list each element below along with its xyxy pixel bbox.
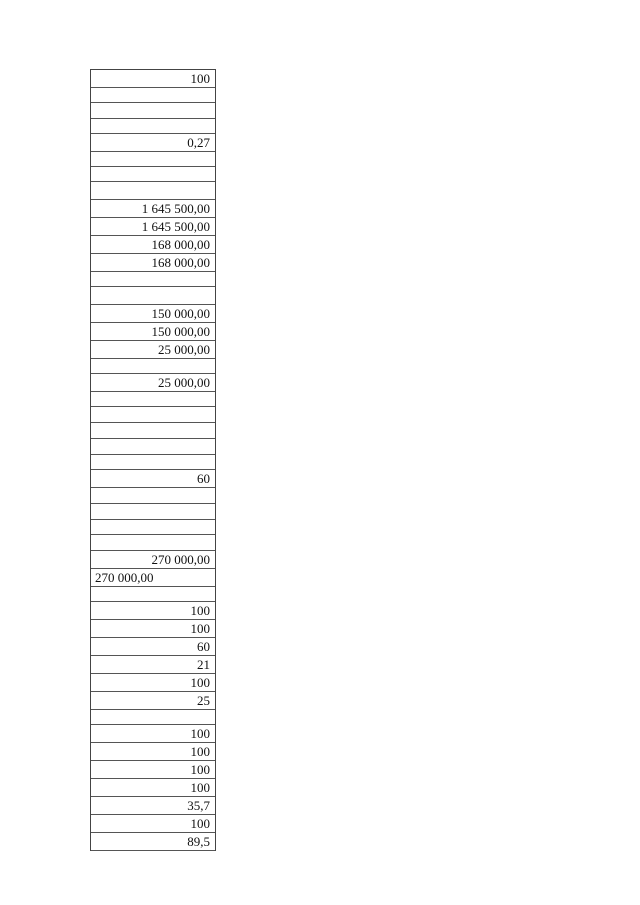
table-cell: 150 000,00 — [91, 305, 215, 323]
empty-table-cell — [91, 88, 215, 103]
empty-table-cell — [91, 423, 215, 439]
table-cell: 100 — [91, 70, 215, 88]
values-table — [90, 69, 216, 851]
empty-table-cell — [91, 488, 215, 504]
table-cell: 168 000,00 — [91, 236, 215, 254]
empty-table-cell — [91, 587, 215, 602]
empty-table-cell — [91, 710, 215, 725]
table-cell: 0,27 — [91, 134, 215, 152]
table-cell: 100 — [91, 725, 215, 743]
table-cell: 100 — [91, 620, 215, 638]
empty-table-cell — [91, 119, 215, 134]
empty-table-cell — [91, 520, 215, 535]
table-cell: 35,7 — [91, 797, 215, 815]
table-cell: 25 000,00 — [91, 374, 215, 392]
table-cell: 270 000,00 — [91, 569, 215, 587]
empty-table-cell — [91, 167, 215, 182]
empty-table-cell — [91, 287, 215, 305]
table-cell: 100 — [91, 743, 215, 761]
empty-table-cell — [91, 359, 215, 374]
table-cell: 25 — [91, 692, 215, 710]
table-cell: 89,5 — [91, 833, 215, 851]
table-cell: 150 000,00 — [91, 323, 215, 341]
empty-table-cell — [91, 455, 215, 470]
table-cell: 1 645 500,00 — [91, 200, 215, 218]
table-cell: 100 — [91, 602, 215, 620]
empty-table-cell — [91, 392, 215, 407]
empty-table-cell — [91, 182, 215, 200]
empty-table-cell — [91, 272, 215, 287]
empty-table-cell — [91, 439, 215, 455]
empty-table-cell — [91, 103, 215, 119]
table-cell: 100 — [91, 761, 215, 779]
table-cell: 25 000,00 — [91, 341, 215, 359]
table-cell: 100 — [91, 674, 215, 692]
empty-table-cell — [91, 407, 215, 423]
empty-table-cell — [91, 152, 215, 167]
table-cell: 1 645 500,00 — [91, 218, 215, 236]
table-cell: 168 000,00 — [91, 254, 215, 272]
table-cell: 60 — [91, 470, 215, 488]
table-cell: 100 — [91, 815, 215, 833]
table-cell: 100 — [91, 779, 215, 797]
table-cell: 270 000,00 — [91, 551, 215, 569]
empty-table-cell — [91, 504, 215, 520]
table-cell: 21 — [91, 656, 215, 674]
empty-table-cell — [91, 535, 215, 551]
table-cell: 60 — [91, 638, 215, 656]
